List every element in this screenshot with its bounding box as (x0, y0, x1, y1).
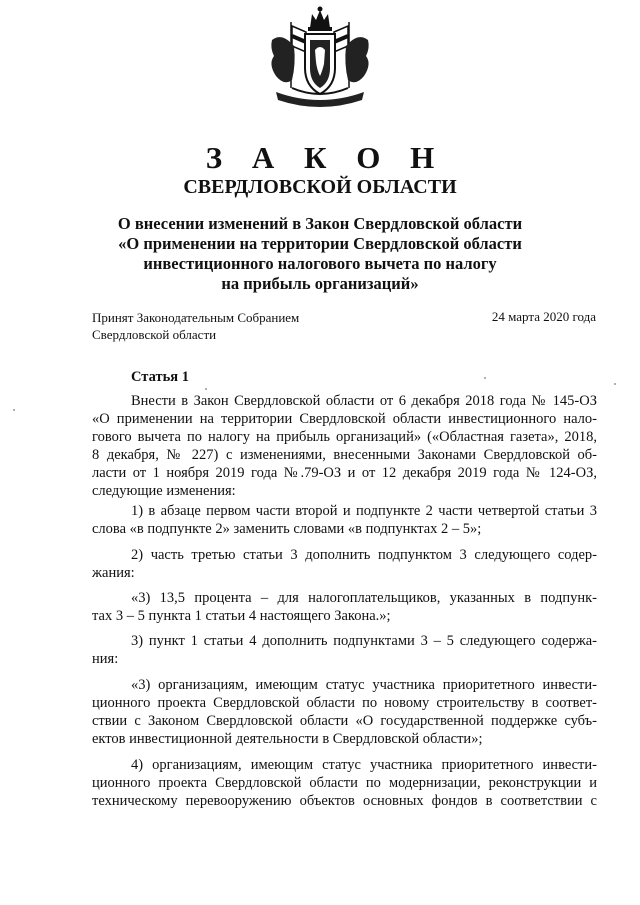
text-line: ния: (92, 651, 119, 667)
adopted-line: Принят Законодательным Собранием (92, 310, 300, 325)
paragraph (92, 546, 597, 582)
paragraph (92, 502, 597, 538)
paragraph (92, 632, 597, 668)
text-line: ектов инвестиционной деятельности в Свердловской области»; (92, 731, 483, 747)
subtitle-line: на прибыль организаций» (221, 274, 419, 293)
coat-of-arms-icon (262, 6, 378, 116)
text-line: ционного проекта Свердловской области по новому строительству в соответ- (92, 695, 597, 711)
scan-speck (484, 377, 486, 379)
text-line: жания: (92, 565, 135, 581)
scan-speck (13, 409, 15, 411)
text-line: 1) в абзаце первом части второй и подпункте 2 части четвертой статьи 3 (131, 503, 597, 519)
text-line: тах 3 – 5 пункта 1 статьи 4 настоящего Закона.»; (92, 608, 391, 624)
text-line: «О применении на территории Свердловской области инвестиционного нало- (92, 411, 597, 427)
paragraph (92, 392, 597, 500)
text-line: 4) организациям, имеющим статус участника приоритетного инвести- (131, 757, 597, 773)
text-line: слова «в подпункте 2» заменить словами «в подпунктах 2 – 5»; (92, 521, 482, 537)
text-line: «3) 13,5 процента – для налогоплательщиков, указанных в подпунк- (131, 590, 597, 606)
law-title: З А К О Н (205, 140, 446, 175)
article-heading: Статья 1 (131, 369, 189, 385)
paragraph (92, 756, 597, 810)
adopted-line: Свердловской области (92, 327, 217, 342)
subtitle-line: инвестиционного налогового вычета по налогу (143, 254, 497, 273)
region-title: СВЕРДЛОВСКОЙ ОБЛАСТИ (183, 176, 457, 198)
text-line: техническому перевооружению объектов основных фондов в соответствии с (92, 793, 597, 809)
subtitle-line: О внесении изменений в Закон Свердловской области (117, 214, 523, 233)
text-line: Внести в Закон Свердловской области от 6 декабря 2018 года № 145-ОЗ (131, 393, 597, 409)
text-line: ствии с Законом Свердловской области «О государственной поддержке субъ- (92, 713, 597, 729)
adoption-date: 24 марта 2020 года (491, 309, 596, 324)
text-line: гового вычета по налогу на прибыль организаций» («Областная газета», 2018, (92, 429, 597, 445)
adopted-by (92, 309, 299, 343)
text-line: ционного проекта Свердловской области по модернизации, реконструкции и (92, 775, 597, 791)
paragraph (92, 589, 597, 625)
text-line: следующие изменения: (92, 483, 236, 499)
paragraph (92, 676, 597, 748)
text-line: 2) часть третью статьи 3 дополнить подпунктом 3 следующего содер- (131, 547, 597, 563)
law-subtitle (60, 214, 580, 294)
text-line: 8 декабря, № 227) с изменениями, внесенными Законами Свердловской об- (92, 447, 597, 463)
text-line: «3) организациям, имеющим статус участника приоритетного инвести- (131, 677, 597, 693)
scan-speck (614, 383, 616, 385)
subtitle-line: «О применении на территории Свердловской области (118, 234, 522, 253)
text-line: 3) пункт 1 статьи 4 дополнить подпунктами 3 – 5 следующего содержа- (131, 633, 597, 649)
scan-speck (205, 388, 207, 390)
text-line: ласти от 1 ноября 2019 года №.79-ОЗ и от 12 декабря 2019 года № 124-ОЗ, (92, 465, 597, 481)
